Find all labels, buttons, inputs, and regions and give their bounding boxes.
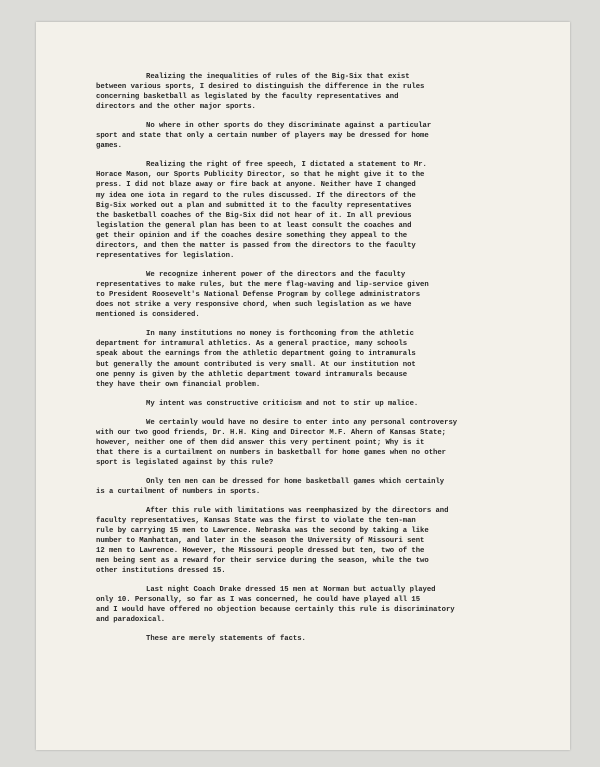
text-line: directors and the other major sports. (96, 103, 256, 112)
text-line: Realizing the inequalities of rules of the Big-Six that exist (146, 73, 410, 81)
text-line: does not strike a very responsive chord, when such legislation as we have (96, 301, 412, 310)
text-line: one penny is given by the athletic department toward intramurals because (96, 370, 408, 379)
text-line: representatives for legislation. (96, 252, 235, 261)
text-line: my idea one iota in regard to the rules discussed. If the directors of the (96, 191, 416, 200)
text-line: with our two good friends, Dr. H.H. King and Director M.F. Ahern of Kansas State; (96, 428, 446, 437)
paragraph (96, 121, 528, 151)
text-line: and I would have offered no objection because certainly this rule is discriminatory (96, 606, 455, 615)
text-line: they have their own financial problem. (96, 380, 261, 389)
text-line: rule by carrying 15 men to Lawrence. Nebraska was the second by taking a like (96, 526, 429, 535)
text-line: In many institutions no money is forthcoming from the athletic (146, 330, 414, 339)
paragraph (96, 477, 528, 497)
text-line: speak about the earnings from the athletic department going to intramurals (96, 350, 416, 359)
text-line: the basketball coaches of the Big-Six did not hear of it. In all previous (96, 211, 412, 220)
text-line: get their opinion and if the coaches desire something they appeal to the (96, 231, 408, 240)
text-line: however, neither one of them did answer this very pertinent point; Why is it (96, 438, 425, 447)
text-line: to President Roosevelt's National Defense Program by college administrators (96, 291, 421, 300)
text-line: number to Manhattan, and later in the season the University of Missouri sent (96, 537, 425, 546)
paragraph (96, 160, 528, 261)
text-line: We recognize inherent power of the directors and the faculty (146, 270, 406, 279)
text-line: Only ten men can be dressed for home basketball games which certainly (146, 477, 445, 486)
paragraph (96, 418, 528, 468)
text-line: These are merely statements of facts. (146, 635, 306, 644)
text-line: between various sports, I desired to distinguish the difference in the rules (96, 83, 425, 92)
text-line: other institutions dressed 15. (96, 567, 226, 576)
text-line: Horace Mason, our Sports Publicity Director, so that he might give it to the (96, 171, 425, 180)
text-line: directors, and then the matter is passed from the directors to the faculty (96, 242, 416, 250)
text-line: sport is legislated against by this rule? (96, 458, 274, 467)
document-page (36, 22, 570, 750)
text-line: legislation the general plan has been to at least consult the coaches and (96, 221, 412, 230)
text-line: representatives to make rules, but the mere flag-waving and lip-service given (96, 281, 429, 290)
text-line: sport and state that only a certain number of players may be dressed for home (96, 132, 429, 141)
text-line: faculty representatives, Kansas State was the first to violate the ten-man (96, 516, 416, 525)
text-line: After this rule with limitations was reemphasized by the directors and (146, 506, 449, 515)
paragraph (96, 72, 528, 112)
text-line: but generally the amount contributed is very small. At our institution not (96, 360, 416, 369)
text-line: Realizing the right of free speech, I dictated a statement to Mr. (146, 161, 427, 170)
text-line: is a curtailment of numbers in sports. (96, 487, 261, 496)
paragraph (96, 634, 528, 644)
text-line: press. I did not blaze away or fire back at anyone. Neither have I changed (96, 181, 416, 190)
text-line: concerning basketball as legislated by the faculty representatives and (96, 93, 399, 102)
text-line: Big-Six worked out a plan and submitted it to the faculty representatives (96, 201, 412, 210)
paragraph (96, 270, 528, 320)
text-line: We certainly would have no desire to enter into any personal controversy (146, 418, 458, 427)
text-line: 12 men to Lawrence. However, the Missouri people dressed but ten, two of the (96, 547, 425, 556)
text-line: games. (96, 142, 122, 151)
paragraph (96, 585, 528, 625)
text-line: only 10. Personally, so far as I was concerned, he could have played all 15 (96, 596, 421, 605)
paragraph (96, 399, 528, 409)
text-line: men being sent as a reward for their service during the season, while the two (96, 557, 429, 566)
text-line: and paradoxical. (96, 616, 166, 625)
text-line: Last night Coach Drake dressed 15 men at Norman but actually played (146, 586, 436, 595)
text-line: mentioned is considered. (96, 311, 200, 320)
text-line: department for intramural athletics. As a general practice, many schools (96, 340, 408, 349)
text-line: that there is a curtailment on numbers in basketball for home games when no other (96, 448, 446, 457)
text-line: My intent was constructive criticism and not to stir up malice. (146, 399, 419, 408)
paragraph (96, 506, 528, 577)
text-line: No where in other sports do they discriminate against a particular (146, 122, 432, 131)
document-body (96, 72, 528, 653)
paragraph (96, 329, 528, 390)
